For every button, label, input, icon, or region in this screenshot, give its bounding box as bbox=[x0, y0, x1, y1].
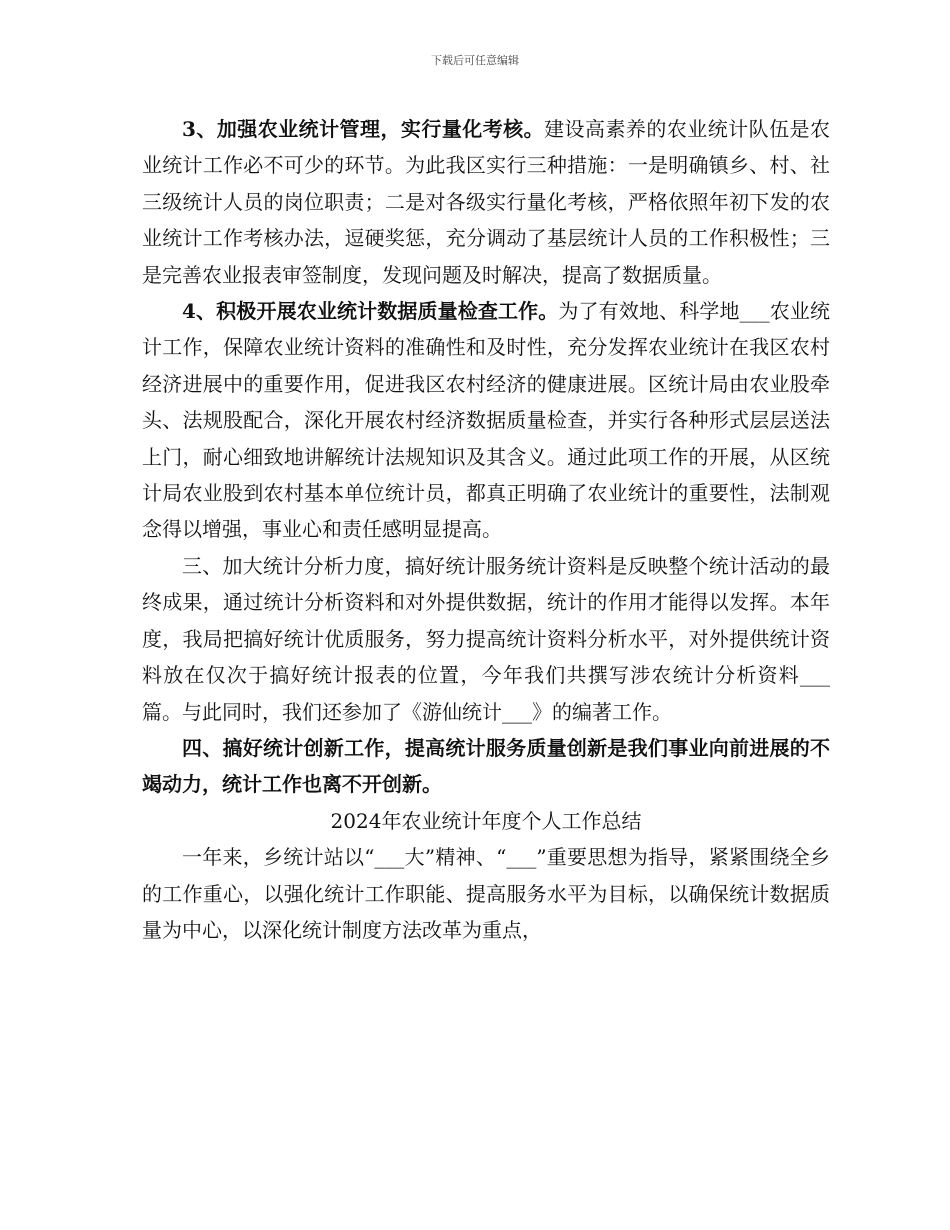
paragraph-2 bbox=[142, 293, 830, 548]
paragraph-1 bbox=[142, 111, 830, 293]
paragraph-1-heading: 3、加强农业统计管理，实行量化考核。 bbox=[182, 117, 545, 141]
paragraph-4 bbox=[142, 730, 830, 803]
paragraph-4-text: 四、搞好统计创新工作，提高统计服务质量创新是我们事业向前进展的不竭动力，统计工作也离不开创新。 bbox=[142, 735, 830, 797]
paragraph-5-text: 一年来，乡统计站以“___大”精神、“___”重要思想为指导，紧紧围绕全乡的工作重心，以强化统计工作职能、提高服务水平为目标，以确保统计数据质量为中心，以深化统计制度方法改革为重点， bbox=[142, 845, 830, 942]
section-title: 2024年农业统计年度个人工作总结 bbox=[330, 808, 642, 833]
paragraph-2-text: 为了有效地、科学地___农业统计工作，保障农业统计资料的准确性和及时性，充分发挥农业统计在我区农村经济进展中的重要作用，促进我区农村经济的健康进展。区统计局由农业股牵头、法规股配合，深化开展农村经济数据质量检查，并实行各种形式层层送法上门，耐心细致地讲解统计法规知识及其含义。通过此项工作的开展，从区统计局农业股到农村基本单位统计员，都真正明确了农业统计的重要性，法制观念得以增强，事业心和责任感明显提高。 bbox=[142, 299, 831, 542]
paragraph-1-text: 建设高素养的农业统计队伍是农业统计工作必不可少的环节。为此我区实行三种措施：一是明确镇乡、村、社三级统计人员的岗位职责；二是对各级实行量化考核，严格依照年初下发的农业统计工作考核办法，逗硬奖惩，充分调动了基层统计人员的工作积极性；三是完善农业报表审签制度，发现问题及时解决，提高了数据质量。 bbox=[142, 117, 830, 287]
page-header: 下载后可任意编辑 bbox=[431, 54, 519, 67]
paragraph-3-text: 三、加大统计分析力度，搞好统计服务统计资料是反映整个统计活动的最终成果，通过统计分析资料和对外提供数据，统计的作用才能得以发挥。本年度，我局把搞好统计优质服务，努力提高统计资料分析水平，对外提供统计资料放在仅次于搞好统计报表的位置，今年我们共撰写涉农统计分析资料___篇。与此同时，我们还参加了《游仙统计___》的编著工作。 bbox=[142, 553, 830, 724]
paragraph-5 bbox=[142, 839, 830, 948]
paragraph-3 bbox=[142, 548, 830, 730]
paragraph-2-heading: 4、积极开展农业统计数据质量检查工作。 bbox=[182, 299, 559, 324]
document-body bbox=[142, 111, 830, 948]
